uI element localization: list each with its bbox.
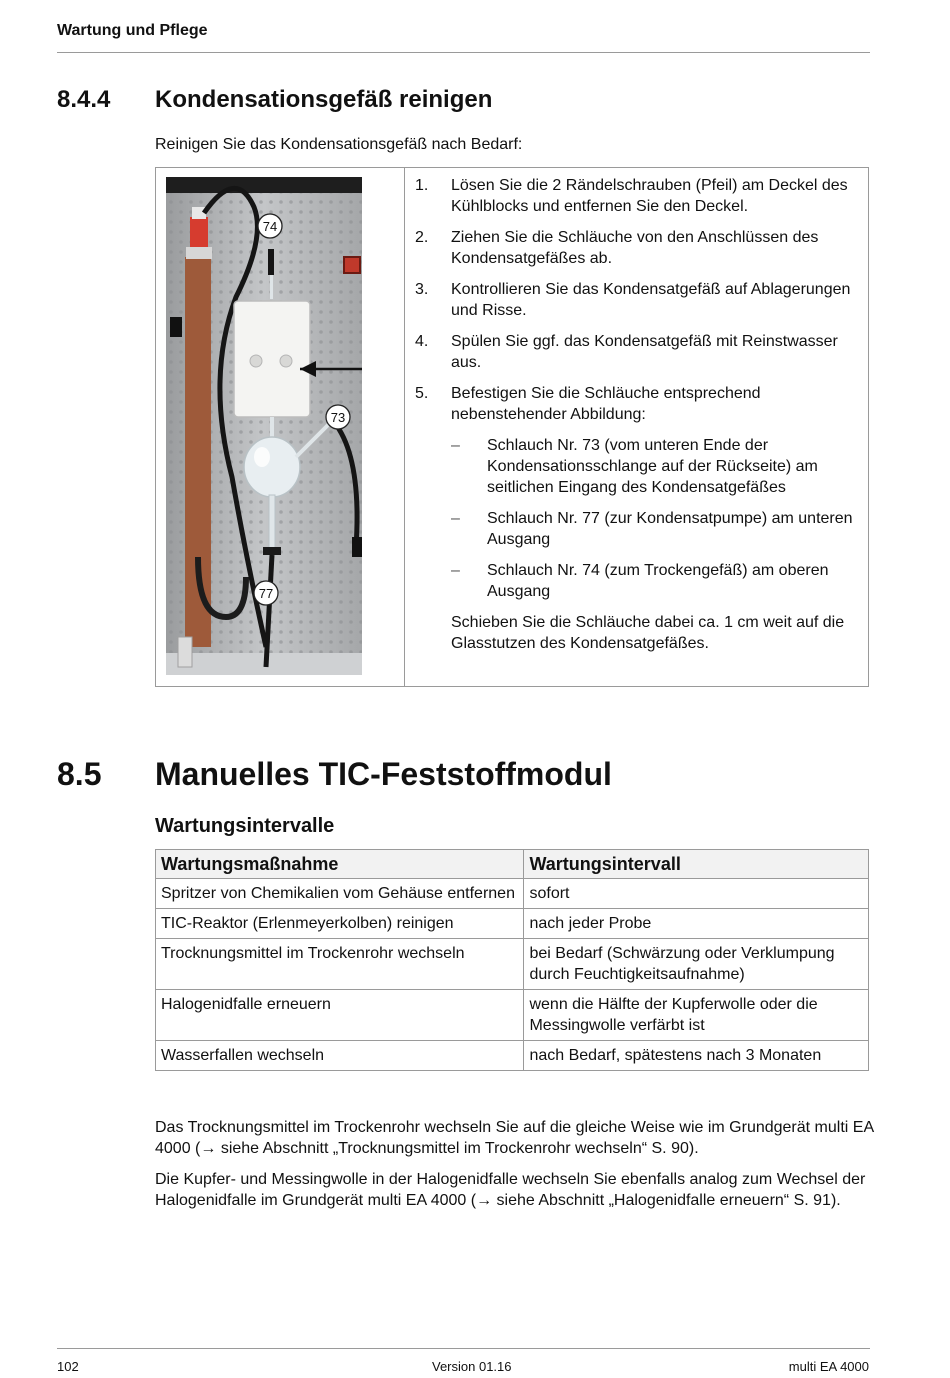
chapter-number: 8.5 <box>57 756 102 792</box>
table-row <box>156 1041 869 1071</box>
column-header: Wartungsintervall <box>524 850 869 879</box>
product-name: multi EA 4000 <box>788 1359 869 1374</box>
step-number: 4. <box>415 333 429 350</box>
table-header-row <box>156 850 869 879</box>
table-row <box>156 909 869 939</box>
step-text: Ziehen Sie die Schläuche von den Anschlüssen des Kondensatgefäßes ab. <box>451 229 819 267</box>
header-rule <box>57 52 870 53</box>
chapter-title: Manuelles TIC-Feststoffmodul <box>155 756 612 792</box>
step-number: 5. <box>415 385 429 402</box>
section-intro: Reinigen Sie das Kondensationsgefäß nach Bedarf: <box>155 136 523 153</box>
step-item <box>415 227 860 269</box>
step-note: Schieben Sie die Schläuche dabei ca. 1 cm weit auf die Glasstutzen des Kondensatgefäßes. <box>451 614 845 652</box>
step-item <box>415 175 860 217</box>
table-row <box>156 990 869 1041</box>
table-cell: Spritzer von Chemikalien vom Gehäuse entfernen <box>156 879 524 909</box>
page-number: 102 <box>57 1359 79 1374</box>
step-number: 1. <box>415 177 429 194</box>
subsection-title: Wartungsintervalle <box>155 815 335 837</box>
section-title: Kondensationsgefäß reinigen <box>155 86 493 113</box>
step-number: 2. <box>415 229 429 246</box>
table-cell: Trocknungsmittel im Trockenrohr wechseln <box>156 939 524 990</box>
table-cell: TIC-Reaktor (Erlenmeyerkolben) reinigen <box>156 909 524 939</box>
substep-text: Schlauch Nr. 73 (vom unteren Ende der Kondensationsschlange auf der Rückseite) am seitlichen Eingang des Kondensatgefäßes <box>487 437 818 496</box>
body-paragraph: Das Trocknungsmittel im Trockenrohr wechseln Sie auf die gleiche Weise wie im Grundgerät multi EA 4000 (→ siehe Abschnitt „Trocknungsmittel im Trockenrohr wechseln“ S. 90). <box>155 1119 874 1157</box>
step-text: Spülen Sie ggf. das Kondensatgefäß mit Reinstwasser aus. <box>451 333 838 371</box>
column-header: Wartungsmaßnahme <box>156 850 524 879</box>
step-number: 3. <box>415 281 429 298</box>
step-list <box>415 175 860 654</box>
step-item <box>415 383 860 425</box>
step-text: Lösen Sie die 2 Rändelschrauben (Pfeil) am Deckel des Kühlblocks und entfernen Sie den Deckel. <box>451 177 848 215</box>
table-cell: wenn die Hälfte der Kupferwolle oder die Messingwolle verfärbt ist <box>524 990 869 1041</box>
dash-bullet: – <box>451 562 460 579</box>
dash-bullet: – <box>451 437 460 454</box>
table-cell: bei Bedarf (Schwärzung oder Verklumpung durch Feuchtigkeitsaufnahme) <box>524 939 869 990</box>
substep-text: Schlauch Nr. 74 (zum Trockengefäß) am oberen Ausgang <box>487 562 829 600</box>
table-cell: Halogenidfalle erneuern <box>156 990 524 1041</box>
box-divider <box>404 168 405 686</box>
table-cell: nach jeder Probe <box>524 909 869 939</box>
substep-text: Schlauch Nr. 77 (zur Kondensatpumpe) am unteren Ausgang <box>487 510 853 548</box>
figure-label-77: 77 <box>258 586 274 601</box>
table-cell: nach Bedarf, spätestens nach 3 Monaten <box>524 1041 869 1071</box>
maintenance-table <box>155 849 869 1071</box>
section-number: 8.4.4 <box>57 86 111 113</box>
step-item <box>415 331 860 373</box>
footer-rule <box>57 1348 870 1349</box>
table-cell: Wasserfallen wechseln <box>156 1041 524 1071</box>
step-text: Kontrollieren Sie das Kondensatgefäß auf Ablagerungen und Risse. <box>451 281 851 319</box>
substep-item <box>415 560 860 602</box>
table-row <box>156 879 869 909</box>
condensation-vessel-photo <box>166 177 362 675</box>
step-text: Befestigen Sie die Schläuche entsprechend nebenstehender Abbildung: <box>451 385 761 423</box>
body-paragraph: Die Kupfer- und Messingwolle in der Halogenidfalle wechseln Sie ebenfalls analog zum Wechsel der Halogenidfalle im Grundgerät multi EA 4000 (→ siehe Abschnitt „Halogenidfalle erneuern“ S. 91). <box>155 1171 866 1209</box>
running-header: Wartung und Pflege <box>57 22 208 39</box>
figure-label-74: 74 <box>262 219 278 234</box>
substep-item <box>415 435 860 498</box>
document-version: Version 01.16 <box>432 1359 512 1374</box>
table-row <box>156 939 869 990</box>
substep-item <box>415 508 860 550</box>
step-item <box>415 279 860 321</box>
table-cell: sofort <box>524 879 869 909</box>
figure-label-73: 73 <box>330 410 346 425</box>
dash-bullet: – <box>451 510 460 527</box>
